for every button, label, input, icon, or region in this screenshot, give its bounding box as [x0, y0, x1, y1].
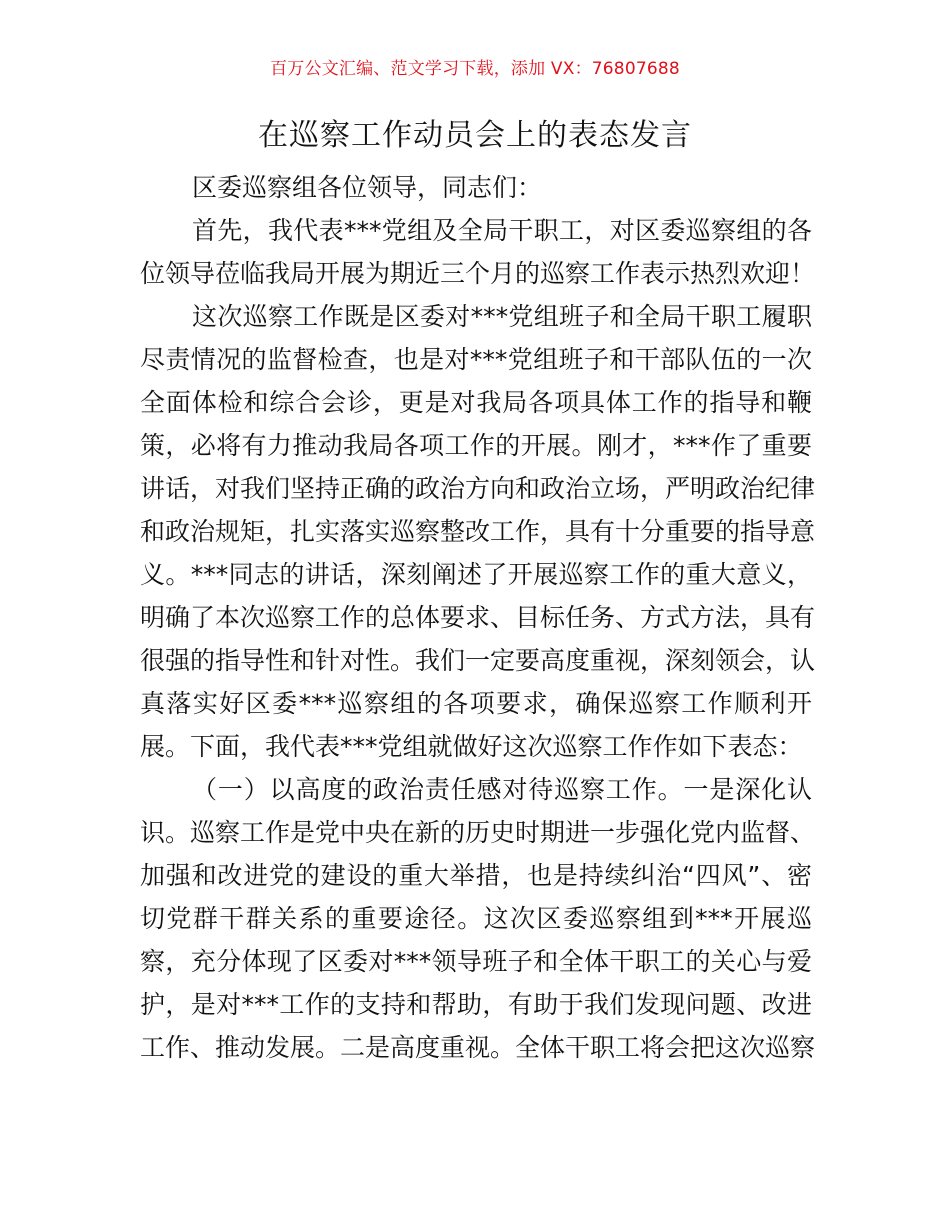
- paragraph-line: 和政治规矩，扎实落实巡察整改工作，具有十分重要的指导意: [140, 517, 816, 546]
- paragraph-line: 察，充分体现了区委对***领导班子和全体干职工的关心与爱: [140, 947, 812, 976]
- paragraph-line: 真落实好区委***巡察组的各项要求，确保巡察工作顺利开: [140, 689, 812, 718]
- paragraph-line: 识。巡察工作是党中央在新的历史时期进一步强化党内监督、: [140, 818, 816, 847]
- paragraph-line: 很强的指导性和针对性。我们一定要高度重视，深刻领会，认: [140, 646, 816, 675]
- watermark-banner: 百万公文汇编、范文学习下载，添加 VX：76807688: [270, 59, 680, 79]
- paragraph-line: 加强和改进党的建设的重大举措，也是持续纠治“四风”、密: [140, 861, 812, 890]
- document-title: 在巡察工作动员会上的表态发言: [258, 118, 692, 153]
- paragraph-significance: [140, 295, 816, 768]
- paragraph-line: 讲话，对我们坚持正确的政治方向和政治立场，严明政治纪律: [140, 474, 816, 503]
- salutation: 区委巡察组各位领导，同志们：: [192, 173, 543, 202]
- paragraph-line: 护，是对***工作的支持和帮助，有助于我们发现问题、改进: [140, 990, 812, 1019]
- paragraph-line: 义。***同志的讲话，深刻阐述了开展巡察工作的重大意义，: [140, 560, 812, 589]
- document-body: [140, 166, 816, 1069]
- paragraph-line: 策，必将有力推动我局各项工作的开展。刚才，***作了重要: [140, 431, 812, 460]
- paragraph-line: （一）以高度的政治责任感对待巡察工作。一是深化认: [192, 775, 812, 804]
- paragraph-line: 这次巡察工作既是区委对***党组班子和全局干职工履职: [192, 302, 812, 331]
- paragraph-line: 全面体检和综合会诊，更是对我局各项具体工作的指导和鞭: [140, 388, 812, 417]
- paragraph-line: 位领导莅临我局开展为期近三个月的巡察工作表示热烈欢迎！: [140, 259, 816, 288]
- paragraph-line: 明确了本次巡察工作的总体要求、目标任务、方式方法，具有: [140, 603, 816, 632]
- paragraph-line: 切党群干群关系的重要途径。这次区委巡察组到***开展巡: [140, 904, 812, 933]
- paragraph-line: 尽责情况的监督检查，也是对***党组班子和干部队伍的一次: [140, 345, 812, 374]
- paragraph-section-one: [140, 768, 816, 1069]
- paragraph-line: 首先，我代表***党组及全局干职工，对区委巡察组的各: [192, 216, 812, 245]
- paragraph-line: 工作、推动发展。二是高度重视。全体干职工将会把这次巡察: [140, 1033, 816, 1062]
- paragraph-line: 展。下面，我代表***党组就做好这次巡察工作作如下表态：: [140, 732, 803, 761]
- paragraph-welcome: [140, 209, 816, 295]
